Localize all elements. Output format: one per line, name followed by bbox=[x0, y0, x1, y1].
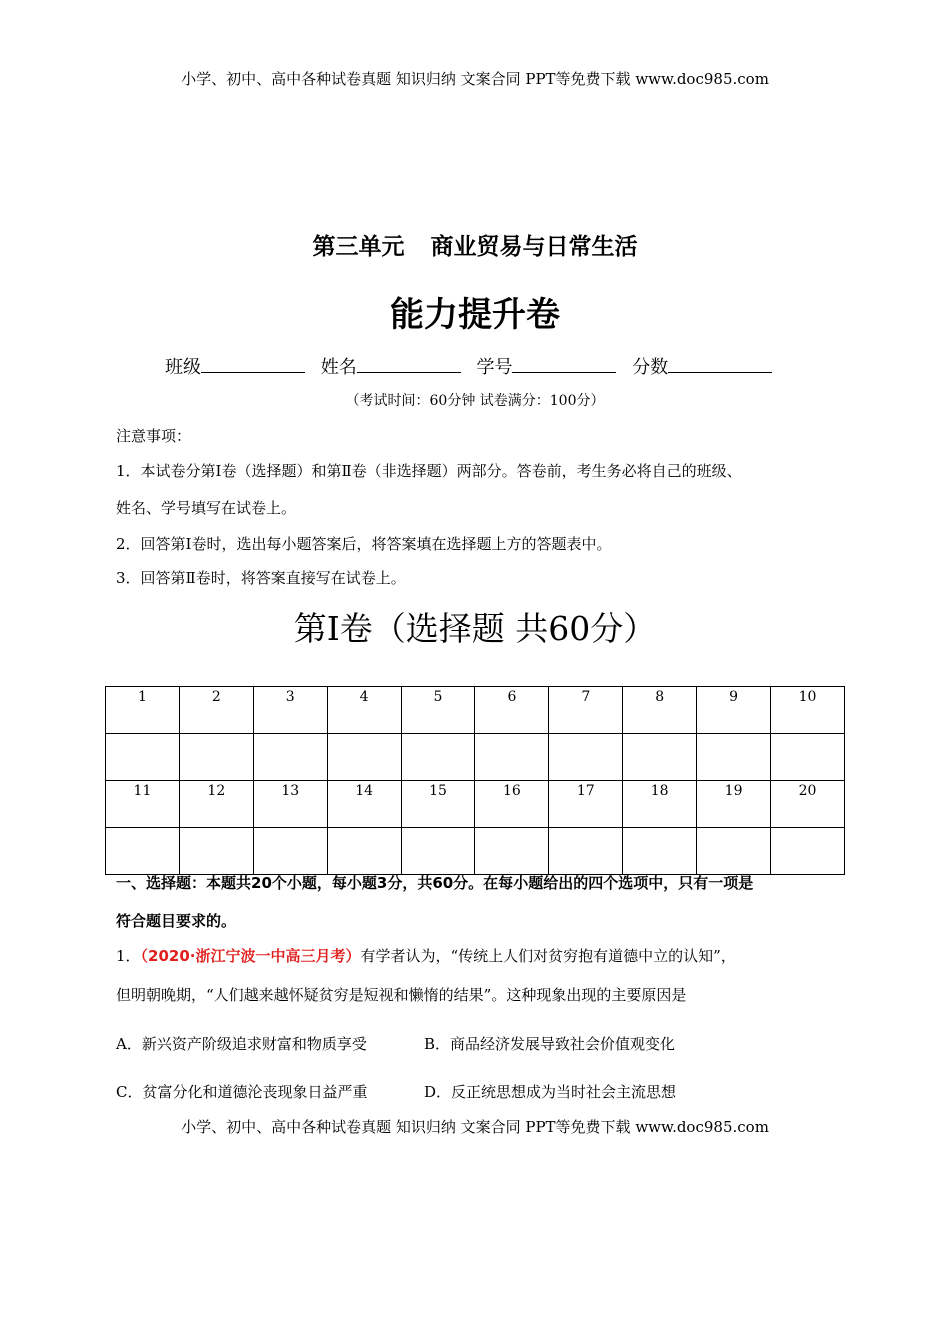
class-label: 班级 bbox=[165, 357, 201, 378]
answer-number-cell: 6 bbox=[475, 687, 549, 734]
paper-title: 能力提升卷 bbox=[390, 295, 560, 335]
score-label: 分数 bbox=[632, 357, 669, 378]
student-id-blank[interactable] bbox=[512, 356, 616, 373]
name-label: 姓名 bbox=[320, 357, 357, 378]
answer-number-cell: 20 bbox=[771, 781, 845, 828]
answer-blank-cell[interactable] bbox=[253, 734, 327, 781]
question-1-stem-line-2: 但明朝晚期，“人们越来越怀疑贫穷是短视和懒惰的结果”。这种现象出现的主要原因是 bbox=[116, 986, 687, 1004]
answer-number-cell: 14 bbox=[327, 781, 401, 828]
answer-blank-cell[interactable] bbox=[623, 828, 697, 875]
answer-grid bbox=[105, 686, 845, 875]
answer-blank-cell[interactable] bbox=[549, 734, 623, 781]
part-one-title: 第Ⅰ卷（选择题 共60分） bbox=[293, 609, 657, 648]
notice-heading: 注意事项： bbox=[116, 427, 192, 445]
answer-blank-cell[interactable] bbox=[401, 734, 475, 781]
answer-number-cell: 16 bbox=[475, 781, 549, 828]
answer-number-cell: 12 bbox=[179, 781, 253, 828]
answer-blank-cell[interactable] bbox=[771, 734, 845, 781]
answer-blank-cell[interactable] bbox=[697, 828, 771, 875]
answer-number-cell: 5 bbox=[401, 687, 475, 734]
answer-number-cell: 2 bbox=[179, 687, 253, 734]
answer-blank-cell[interactable] bbox=[401, 828, 475, 875]
student-id-label: 学号 bbox=[476, 357, 513, 378]
question-1-option-d[interactable]: D．反正统思想成为当时社会主流思想 bbox=[424, 1083, 677, 1101]
page-footer: 小学、初中、高中各种试卷真题 知识归纳 文案合同 PPT等免费下载 www.doc985.com bbox=[181, 1118, 769, 1136]
answer-blank-cell[interactable] bbox=[106, 734, 180, 781]
answer-number-cell: 19 bbox=[697, 781, 771, 828]
exam-time-info: （考试时间：60分钟 试卷满分：100分） bbox=[345, 393, 605, 409]
answer-blank-cell[interactable] bbox=[106, 828, 180, 875]
answer-blank-cell[interactable] bbox=[475, 734, 549, 781]
answer-number-cell: 8 bbox=[623, 687, 697, 734]
answer-blank-cell[interactable] bbox=[697, 734, 771, 781]
question-1-stem-text: 有学者认为，“传统上人们对贫穷抱有道德中立的认知”， bbox=[360, 947, 736, 965]
answer-number-cell: 7 bbox=[549, 687, 623, 734]
answer-grid-number-row bbox=[106, 781, 845, 828]
question-1-option-a[interactable]: A．新兴资产阶级追求财富和物质享受 bbox=[116, 1035, 367, 1053]
question-1-number: 1． bbox=[116, 947, 141, 965]
answer-number-cell: 18 bbox=[623, 781, 697, 828]
name-blank[interactable] bbox=[357, 356, 461, 373]
section-instructions-line-2: 符合题目要求的。 bbox=[116, 912, 237, 930]
unit-number: 第三单元 bbox=[312, 234, 405, 260]
notice-item-2: 2．回答第Ⅰ卷时，选出每小题答案后，将答案填在选择题上方的答题表中。 bbox=[116, 535, 612, 553]
answer-grid-blank-row bbox=[106, 734, 845, 781]
answer-number-cell: 3 bbox=[253, 687, 327, 734]
answer-number-cell: 4 bbox=[327, 687, 401, 734]
answer-number-cell: 13 bbox=[253, 781, 327, 828]
answer-blank-cell[interactable] bbox=[179, 734, 253, 781]
answer-blank-cell[interactable] bbox=[179, 828, 253, 875]
answer-blank-cell[interactable] bbox=[475, 828, 549, 875]
answer-number-cell: 11 bbox=[106, 781, 180, 828]
answer-blank-cell[interactable] bbox=[623, 734, 697, 781]
answer-grid-blank-row bbox=[106, 828, 845, 875]
question-1-source: （2020·浙江宁波一中高三月考） bbox=[140, 947, 361, 965]
answer-number-cell: 17 bbox=[549, 781, 623, 828]
answer-number-cell: 1 bbox=[106, 687, 180, 734]
answer-number-cell: 9 bbox=[697, 687, 771, 734]
answer-blank-cell[interactable] bbox=[549, 828, 623, 875]
notice-item-1-line-2: 姓名、学号填写在试卷上。 bbox=[116, 499, 297, 517]
notice-item-3: 3．回答第Ⅱ卷时，将答案直接写在试卷上。 bbox=[116, 569, 406, 587]
answer-blank-cell[interactable] bbox=[327, 828, 401, 875]
answer-blank-cell[interactable] bbox=[253, 828, 327, 875]
answer-grid-number-row bbox=[106, 687, 845, 734]
class-blank[interactable] bbox=[201, 356, 305, 373]
answer-blank-cell[interactable] bbox=[327, 734, 401, 781]
section-instructions-line-1: 一、选择题：本题共20个小题，每小题3分，共60分。在每小题给出的四个选项中，只有一项是 bbox=[116, 874, 754, 892]
notice-item-1-line-1: 1．本试卷分第Ⅰ卷（选择题）和第Ⅱ卷（非选择题）两部分。答卷前，考生务必将自己的班级、 bbox=[116, 462, 742, 480]
question-1-option-b[interactable]: B．商品经济发展导致社会价值观变化 bbox=[424, 1035, 676, 1053]
question-1-stem bbox=[116, 945, 736, 966]
answer-blank-cell[interactable] bbox=[771, 828, 845, 875]
unit-title bbox=[0, 228, 950, 261]
unit-name: 商业贸易与日常生活 bbox=[430, 234, 638, 260]
question-1-option-c[interactable]: C．贫富分化和道德沦丧现象日益严重 bbox=[116, 1083, 368, 1101]
score-blank[interactable] bbox=[668, 356, 772, 373]
answer-number-cell: 15 bbox=[401, 781, 475, 828]
answer-number-cell: 10 bbox=[771, 687, 845, 734]
student-info-row bbox=[165, 353, 805, 379]
page-header: 小学、初中、高中各种试卷真题 知识归纳 文案合同 PPT等免费下载 www.doc985.com bbox=[181, 70, 769, 88]
